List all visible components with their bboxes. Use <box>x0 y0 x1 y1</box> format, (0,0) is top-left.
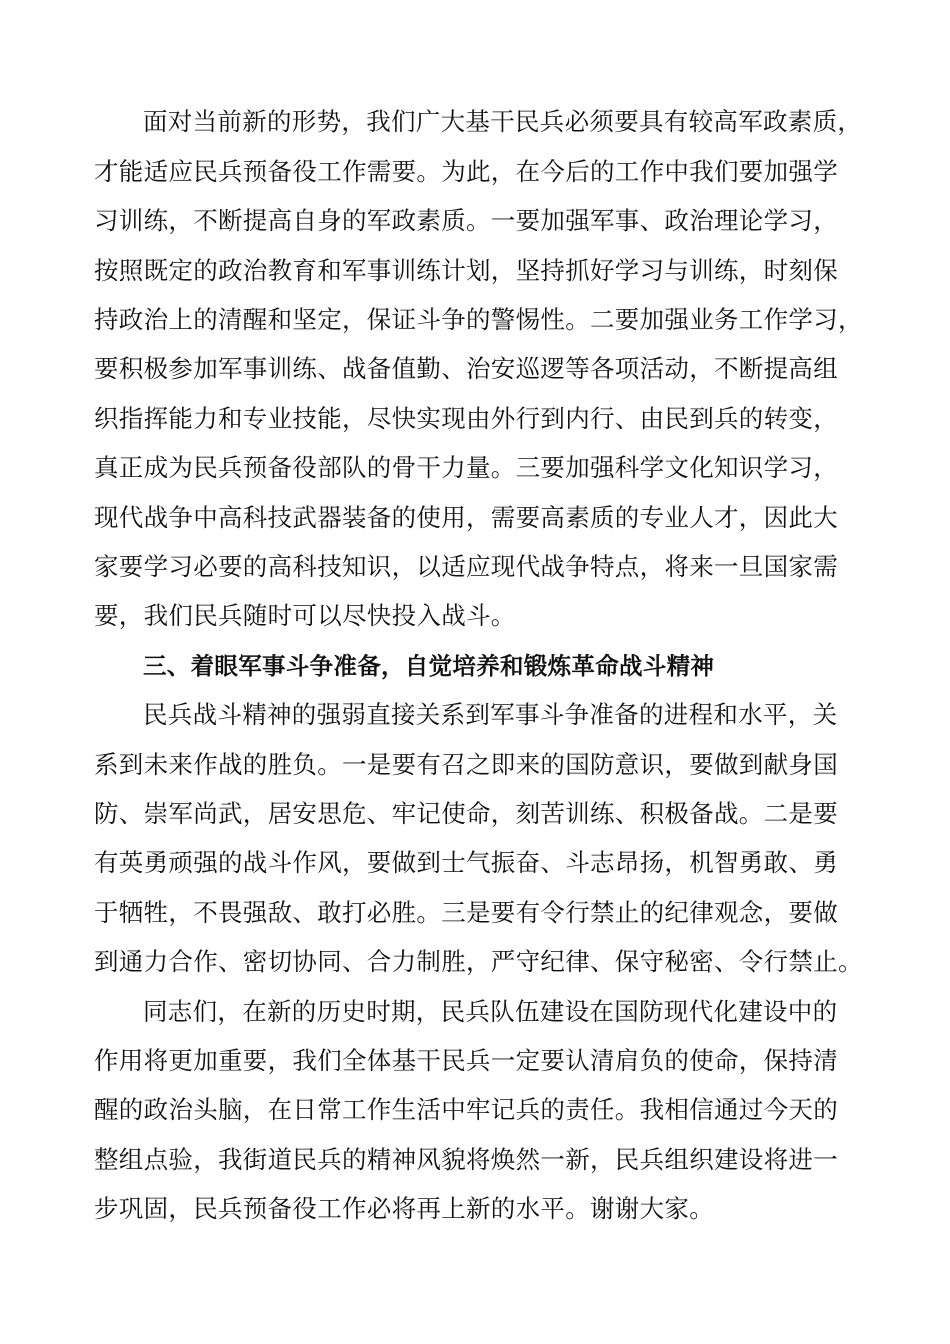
paragraph-3-line: 作用将更加重要，我们全体基干民兵一定要认清肩负的使命，保持清 <box>94 1046 838 1075</box>
paragraph-3-line: 步巩固，民兵预备役工作必将再上新的水平。谢谢大家。 <box>94 1194 714 1223</box>
paragraph-1-line: 才能适应民兵预备役工作需要。为此，在今后的工作中我们要加强学 <box>94 157 838 186</box>
paragraph-2-line: 系到未来作战的胜负。一是要有召之即来的国防意识，要做到献身国 <box>94 750 838 779</box>
paragraph-1-line: 现代战争中高科技武器装备的使用，需要高素质的专业人才，因此大 <box>94 503 838 532</box>
paragraph-3-line: 同志们，在新的历史时期，民兵队伍建设在国防现代化建设中的 <box>143 997 838 1026</box>
paragraph-3-line: 整组点验，我街道民兵的精神风貌将焕然一新，民兵组织建设将进一 <box>94 1145 838 1174</box>
paragraph-1-line: 按照既定的政治教育和军事训练计划，坚持抓好学习与训练，时刻保 <box>94 256 838 285</box>
paragraph-2-line: 到通力合作、密切协同、合力制胜，严守纪律、保守秘密、令行禁止。 <box>94 947 863 976</box>
paragraph-2-line: 于牺牲，不畏强敌、敢打必胜。三是要有令行禁止的纪律观念，要做 <box>94 898 838 927</box>
paragraph-2-line: 防、崇军尚武，居安思危、牢记使命，刻苦训练、积极备战。二是要 <box>94 799 838 828</box>
paragraph-2-line: 民兵战斗精神的强弱直接关系到军事斗争准备的进程和水平，关 <box>143 700 838 729</box>
paragraph-1-line: 真正成为民兵预备役部队的骨干力量。三要加强科学文化知识学习， <box>94 453 838 482</box>
paragraph-1-line: 面对当前新的形势，我们广大基干民兵必须要具有较高军政素质， <box>143 107 863 136</box>
paragraph-1-line: 持政治上的清醒和坚定，保证斗争的警惕性。二要加强业务工作学习， <box>94 305 863 334</box>
paragraph-2-line: 有英勇顽强的战斗作风，要做到士气振奋、斗志昂扬，机智勇敢、勇 <box>94 848 838 877</box>
paragraph-1-line: 习训练，不断提高自身的军政素质。一要加强军事、政治理论学习， <box>94 206 838 235</box>
paragraph-1-line: 家要学习必要的高科技知识，以适应现代战争特点，将来一旦国家需 <box>94 552 838 581</box>
paragraph-1-line: 织指挥能力和专业技能，尽快实现由外行到内行、由民到兵的转变， <box>94 404 838 433</box>
paragraph-3-line: 醒的政治头脑，在日常工作生活中牢记兵的责任。我相信通过今天的 <box>94 1095 838 1124</box>
section-heading: 三、着眼军事斗争准备，自觉培养和锻炼革命战斗精神 <box>143 652 715 680</box>
paragraph-1-line: 要，我们民兵随时可以尽快投入战斗。 <box>94 601 516 630</box>
paragraph-1-line: 要积极参加军事训练、战备值勤、治安巡逻等各项活动，不断提高组 <box>94 354 838 383</box>
